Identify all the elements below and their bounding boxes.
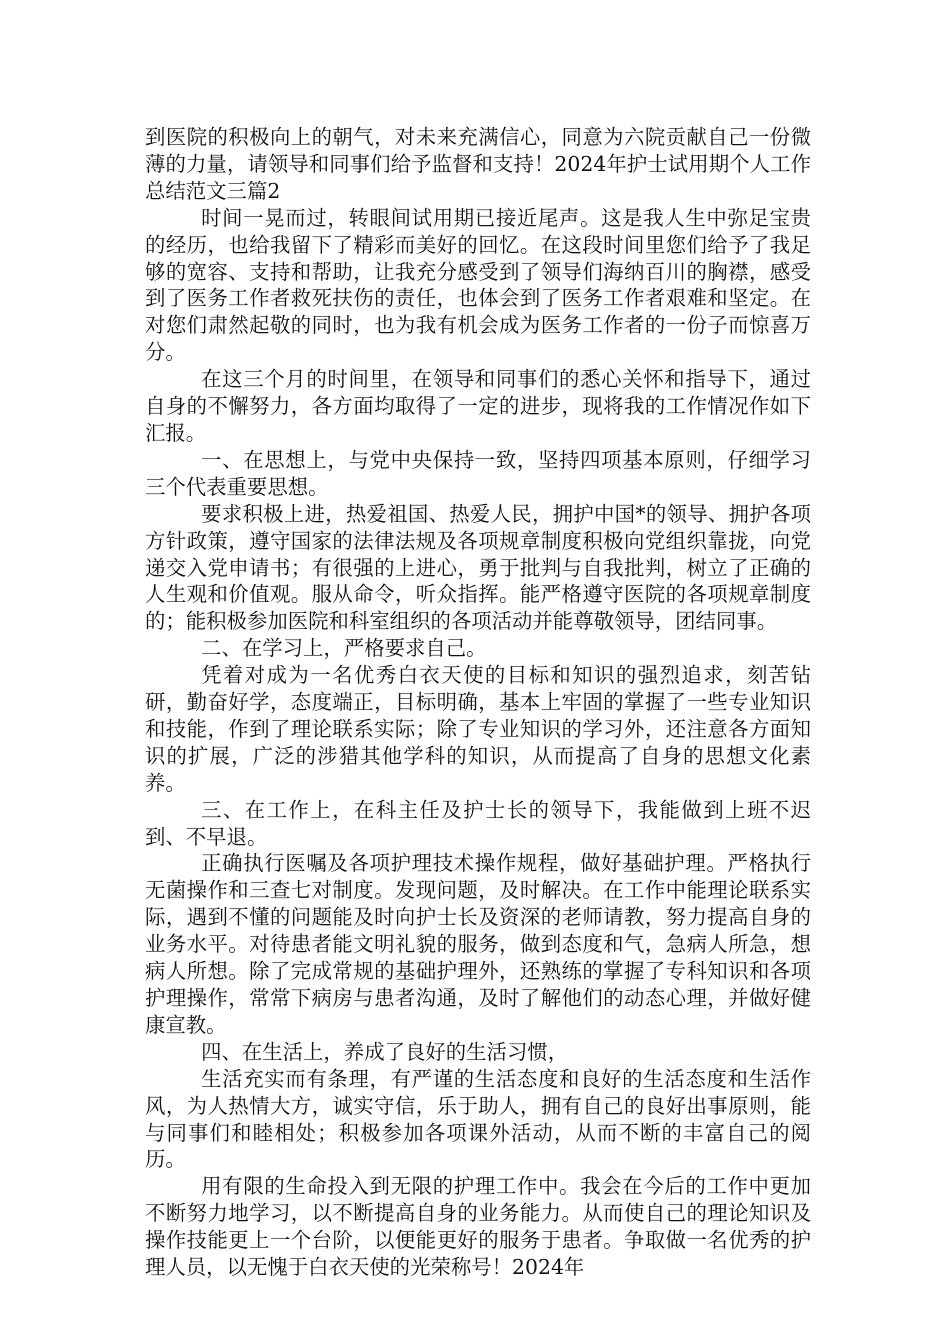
paragraph-6: 二、在学习上，严格要求自己。 [201,636,487,661]
paragraph-4: 一、在思想上，与党中央保持一致，坚持四项基本原则，仔细学习三个代表重要思想。 [145,447,811,499]
paragraph-3: 在这三个月的时间里，在领导和同事们的悉心关怀和指导下，通过自身的不懈努力，各方面均取得了一定的进步，现将我的工作情况作如下汇报。 [145,367,811,445]
paragraph-7: 凭着对成为一名优秀白衣天使的目标和知识的强烈追求，刻苦钻研，勤奋好学，态度端正，目标明确，基本上牢固的掌握了一些专业知识和技能，作到了理论联系实际；除了专业知识的学习外，还注意各方面知识的扩展，广泛的涉猎其他学科的知识，从而提高了自身的思想文化素养。 [145,663,811,795]
document-page [145,124,811,1281]
paragraph-10: 四、在生活上，养成了良好的生活习惯， [201,1039,569,1064]
paragraph-11: 生活充实而有条理，有严谨的生活态度和良好的生活态度和生活作风，为人热情大方，诚实守信，乐于助人，拥有自己的良好出事原则，能与同事们和睦相处；积极参加各项课外活动，从而不断的丰富自己的阅历。 [145,1066,811,1172]
paragraph-1: 到医院的积极向上的朝气，对未来充满信心，同意为六院贡献自己一份微薄的力量，请领导和同事们给予监督和支持！2024年护士试用期个人工作总结范文三篇2 [145,125,811,203]
paragraph-2: 时间一晃而过，转眼间试用期已接近尾声。这是我人生中弥足宝贵的经历，也给我留下了精彩而美好的回忆。在这段时间里您们给予了我足够的宽容、支持和帮助，让我充分感受到了领导们海纳百川的胸襟，感受到了医务工作者救死扶伤的责任，也体会到了医务工作者艰难和坚定。在对您们肃然起敬的同时，也为我有机会成为医务工作者的一份子而惊喜万分。 [145,205,811,365]
paragraph-5: 要求积极上进，热爱祖国、热爱人民，拥护中国*的领导、拥护各项方针政策，遵守国家的法律法规及各项规章制度积极向党组织靠拢，向党递交入党申请书；有很强的上进心，勇于批判与自我批判，树立了正确的人生观和价值观。服从命令，听众指挥。能严格遵守医院的各项规章制度的；能积极参加医院和科室组织的各项活动并能尊敬领导，团结同事。 [145,501,811,634]
paragraph-9: 正确执行医嘱及各项护理技术操作规程，做好基础护理。严格执行无菌操作和三查七对制度。发现问题，及时解决。在工作中能理论联系实际，遇到不懂的问题能及时向护士长及资深的老师请教，努力提高自身的业务水平。对待患者能文明礼貌的服务，做到态度和气，急病人所急，想病人所想。除了完成常规的基础护理外，还熟练的掌握了专科知识和各项护理操作，常常下病房与患者沟通，及时了解他们的动态心理，并做好健康宣教。 [145,851,811,1037]
paragraph-8: 三、在工作上，在科主任及护士长的领导下，我能做到上班不迟到、不早退。 [145,797,811,849]
paragraph-12: 用有限的生命投入到无限的护理工作中。我会在今后的工作中更加不断努力地学习，以不断提高自身的业务能力。从而使自己的理论知识及操作技能更上一个台阶，以便能更好的服务于患者。争取做一名优秀的护理人员，以无愧于白衣天使的光荣称号！2024年 [145,1174,811,1280]
